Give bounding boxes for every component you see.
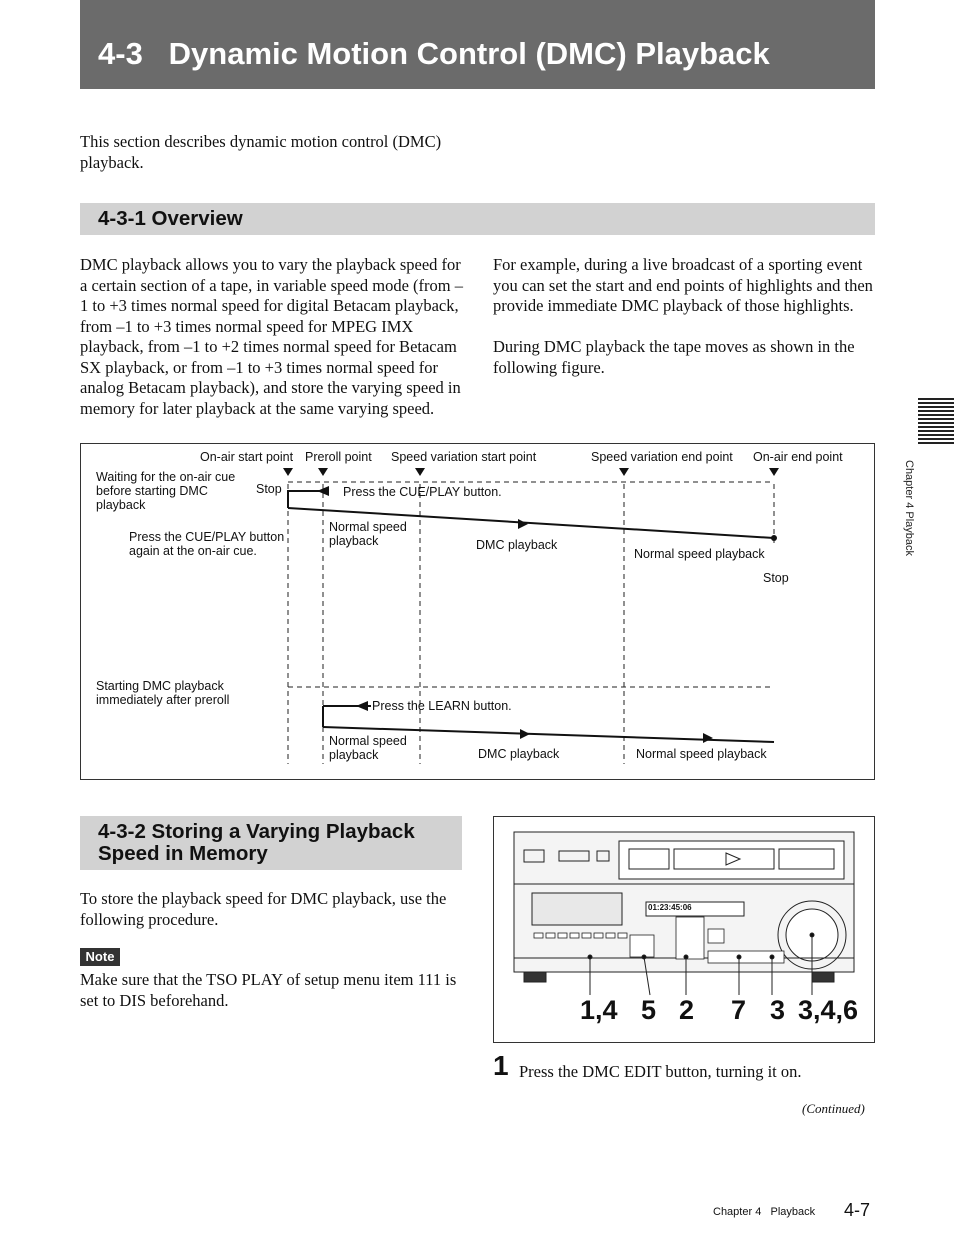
section-title-storing: 4-3-2 Storing a Varying Playback Speed in Memory — [98, 820, 415, 865]
callout-5: 5 — [641, 995, 657, 1025]
case1-stop-dot — [771, 535, 777, 541]
footer-chapter: Chapter 4 Playback — [713, 1206, 816, 1218]
callout-3: 3 — [770, 995, 786, 1025]
case1-press-cue-again-label: Press the CUE/PLAY button again at the on-air cue. — [129, 530, 285, 558]
case2-label: Starting DMC playback immediately after preroll — [96, 679, 230, 707]
case1-normal-speed-2-label: Normal speed playback — [634, 547, 765, 561]
case1-label: Waiting for the on-air cue before starting DMC playback — [96, 470, 236, 512]
case2-end-arrow — [703, 733, 713, 743]
intro-text: This section describes dynamic motion control (DMC) playback. — [80, 132, 442, 172]
case2-normal-speed-label: Normal speed playback — [329, 734, 407, 762]
case2-dmc-arrow — [520, 729, 530, 739]
callout-7: 7 — [731, 995, 747, 1025]
timecode-value: 01:23:45:06 — [648, 903, 692, 912]
storing-intro-text: To store the playback speed for DMC playback, use the following procedure. — [80, 889, 447, 929]
left-foot — [524, 972, 546, 982]
case2-learn-arrowhead — [356, 701, 368, 711]
speed-var-start-marker — [415, 468, 425, 476]
label-speed-var-start: Speed variation start point — [391, 450, 537, 464]
learn-button — [708, 929, 724, 943]
overview-right-text-1: For example, during a live broadcast of a sporting event you can set the start and end points of highlights and then provide immediate DMC playback of those highlights. — [493, 255, 873, 315]
note-text: Make sure that the TSO PLAY of setup menu item 111 is set to DIS beforehand. — [80, 970, 457, 1010]
note-label: Note — [80, 948, 120, 966]
chapter-side-label: Chapter 4 Playback — [903, 460, 915, 556]
page-title: 4-3 Dynamic Motion Control (DMC) Playback — [98, 36, 770, 71]
page-number: 4-7 — [844, 1200, 871, 1220]
label-preroll: Preroll point — [305, 450, 372, 464]
onair-start-marker — [283, 468, 293, 476]
case2-press-learn-label: Press the LEARN button. — [372, 699, 512, 713]
case1-dmc-label: DMC playback — [476, 538, 558, 552]
case1-stop-end-label: Stop — [763, 571, 789, 585]
case1-dmc-arrow — [518, 519, 528, 529]
continued-label: (Continued) — [802, 1101, 865, 1116]
case2-dmc-label: DMC playback — [478, 747, 560, 761]
label-onair-start: On-air start point — [200, 450, 294, 464]
callout-2: 2 — [679, 995, 695, 1025]
edit-buttons — [676, 917, 704, 959]
speed-var-end-marker — [619, 468, 629, 476]
right-foot — [812, 972, 834, 982]
case1-press-cue-label: Press the CUE/PLAY button. — [343, 485, 502, 499]
overview-left-text: DMC playback allows you to vary the playback speed for a certain section of a tape, in variable speed mode (from –1 to +3 times normal speed for digital Betacam playback, from –1 to +3 times normal speed for MPEG IMX playback, from –1 to +2 times normal speed for Betacam SX playback, or from –1 to +3 times normal speed for analog Betacam playback), and store the varying speed in memory for later playback at the same varying speed. — [80, 255, 464, 418]
callout-3-4-6: 3,4,6 — [798, 995, 859, 1025]
case2-normal-speed-2-label: Normal speed playback — [636, 747, 767, 761]
label-onair-end: On-air end point — [753, 450, 843, 464]
step-number: 1 — [493, 1050, 509, 1081]
overview-right-text-2: During DMC playback the tape moves as shown in the following figure. — [493, 337, 855, 377]
dmc-timing-diagram — [80, 443, 875, 780]
callout-1-4: 1,4 — [580, 995, 618, 1025]
case1-stop-label: Stop — [256, 482, 282, 496]
dmc-edit-buttons — [630, 935, 654, 957]
vtr-panel-figure — [493, 816, 875, 1043]
label-speed-var-end: Speed variation end point — [591, 450, 733, 464]
preroll-marker — [318, 468, 328, 476]
onair-end-marker — [769, 468, 779, 476]
chapter-thumb-tab — [918, 398, 954, 446]
menu-display — [532, 893, 622, 925]
section-title-overview: 4-3-1 Overview — [98, 207, 243, 230]
case1-normal-speed-label: Normal speed playback — [329, 520, 407, 548]
step-text: Press the DMC EDIT button, turning it on. — [519, 1062, 802, 1081]
